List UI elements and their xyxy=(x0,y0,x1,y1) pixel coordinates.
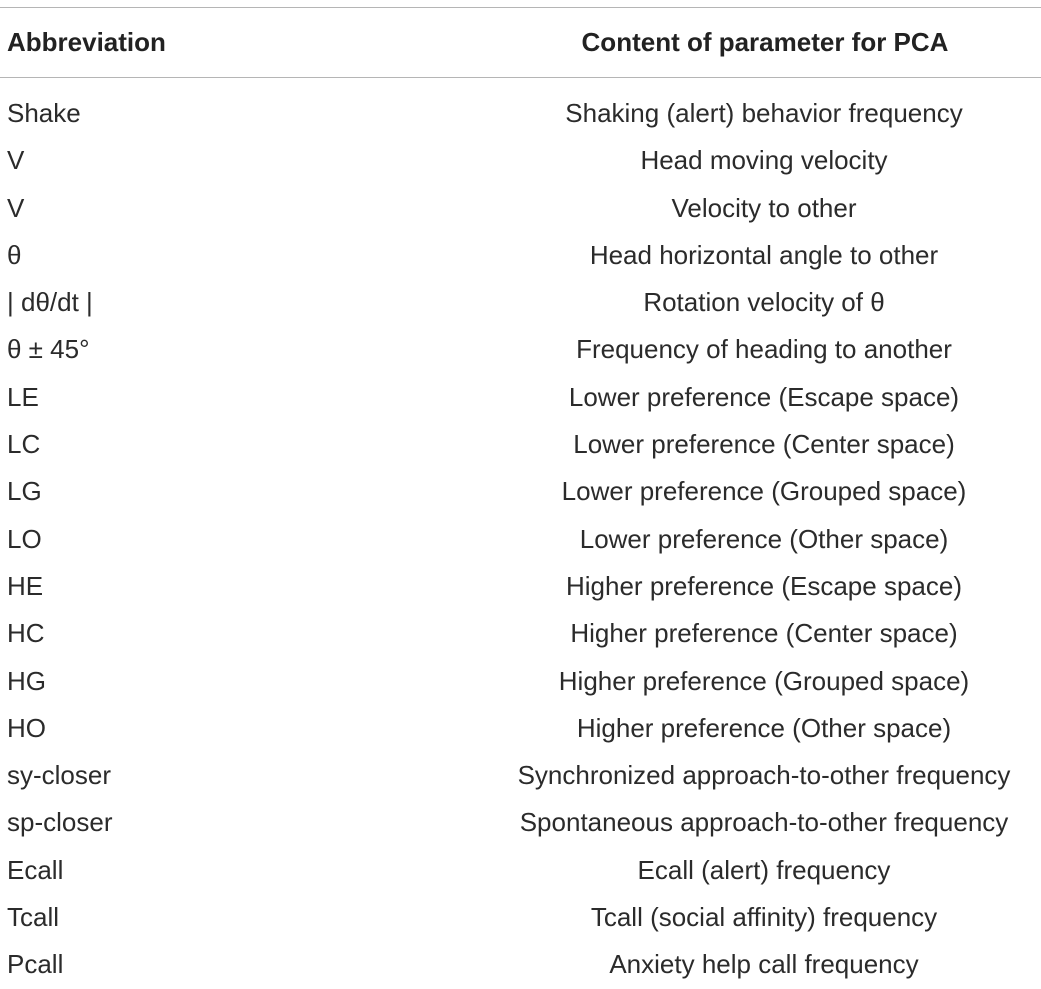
abbreviation-cell: LE xyxy=(7,381,39,412)
table-row xyxy=(0,941,1041,988)
table-header-rule xyxy=(0,77,1041,78)
abbreviation-cell: θ ± 45° xyxy=(7,334,90,365)
content-cell: Ecall (alert) frequency xyxy=(637,854,891,885)
content-cell: Rotation velocity of θ xyxy=(643,287,885,318)
abbreviation-cell: sp-closer xyxy=(7,807,113,838)
content-cell: Tcall (social affinity) frequency xyxy=(590,902,938,933)
content-cell: Spontaneous approach-to-other frequency xyxy=(519,807,1009,838)
table-row xyxy=(0,421,1041,468)
table-row xyxy=(0,185,1041,232)
table-row xyxy=(0,658,1041,705)
table-row xyxy=(0,90,1041,137)
content-cell: Higher preference (Escape space) xyxy=(566,570,962,601)
content-cell: Synchronized approach-to-other frequency xyxy=(517,760,1011,791)
abbreviation-cell: LO xyxy=(7,523,42,554)
table-row xyxy=(0,799,1041,846)
abbreviation-cell: sy-closer xyxy=(7,760,112,791)
table-row xyxy=(0,847,1041,894)
abbreviation-cell: HO xyxy=(7,712,46,743)
abbreviation-cell: V xyxy=(7,145,25,176)
content-cell: Frequency of heading to another xyxy=(576,334,952,365)
table-row xyxy=(0,326,1041,373)
abbreviation-cell: Pcall xyxy=(7,949,64,980)
content-cell: Lower preference (Other space) xyxy=(579,523,949,554)
table-header-row xyxy=(0,8,1041,77)
table-row xyxy=(0,610,1041,657)
table-row xyxy=(0,894,1041,941)
content-cell: Lower preference (Escape space) xyxy=(568,381,960,412)
content-cell: Lower preference (Grouped space) xyxy=(561,476,967,507)
header-content: Content of parameter for PCA xyxy=(581,27,949,57)
abbreviation-cell: LC xyxy=(7,429,41,460)
content-cell: Velocity to other xyxy=(671,192,857,223)
content-cell: Shaking (alert) behavior frequency xyxy=(565,98,963,128)
abbreviation-cell: Tcall xyxy=(7,902,60,933)
abbreviation-cell: θ xyxy=(7,239,22,270)
content-cell: Higher preference (Center space) xyxy=(570,618,958,649)
abbreviation-cell: HC xyxy=(7,618,45,649)
table-row xyxy=(0,232,1041,279)
table-row xyxy=(0,705,1041,752)
abbreviation-cell: LG xyxy=(7,476,42,507)
table-row xyxy=(0,279,1041,326)
table-row xyxy=(0,563,1041,610)
content-cell: Lower preference (Center space) xyxy=(573,429,955,460)
abbreviation-cell: HG xyxy=(7,665,46,696)
table-body xyxy=(0,90,1041,989)
content-cell: Head horizontal angle to other xyxy=(589,239,939,270)
content-cell: Head moving velocity xyxy=(640,145,888,176)
content-cell: Anxiety help call frequency xyxy=(609,949,919,980)
table-row xyxy=(0,468,1041,515)
table-row xyxy=(0,137,1041,184)
abbreviation-cell: | dθ/dt | xyxy=(7,287,93,318)
abbreviation-cell: HE xyxy=(7,570,44,601)
abbreviation-cell: Shake xyxy=(7,98,81,128)
table-row xyxy=(0,752,1041,799)
table-row xyxy=(0,516,1041,563)
header-abbreviation: Abbreviation xyxy=(7,27,166,57)
table-row xyxy=(0,374,1041,421)
abbreviation-cell: Ecall xyxy=(7,854,64,885)
abbreviation-cell: V xyxy=(7,192,25,223)
content-cell: Higher preference (Grouped space) xyxy=(558,665,970,696)
content-cell: Higher preference (Other space) xyxy=(576,712,952,743)
